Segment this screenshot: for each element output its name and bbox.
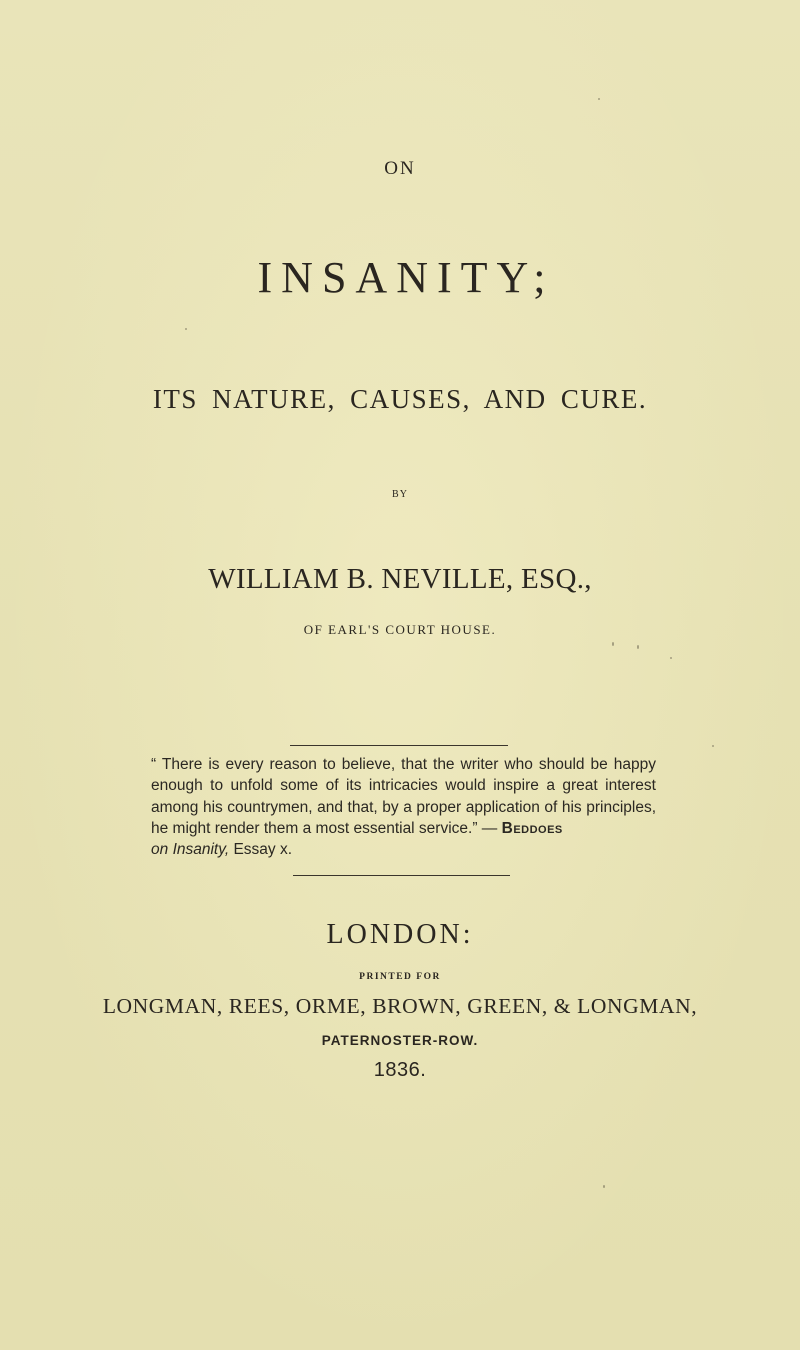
paper-speck [185,328,187,330]
divider-top [290,745,508,746]
paper-speck [670,657,672,659]
pre-title: ON [384,158,416,179]
paper-speck [612,642,614,646]
book-subtitle: ITS NATURE, CAUSES, AND CURE. [152,384,648,414]
imprint-year: 1836. [373,1059,427,1081]
imprint-street: PATERNOSTER-ROW. [321,1033,479,1048]
epigraph-essay: Essay x. [233,841,293,859]
imprint-printed-for: PRINTED FOR [359,972,441,982]
paper-speck [603,1185,605,1188]
divider-bottom [293,875,510,876]
by-line: BY [392,489,408,500]
author-name: WILLIAM B. NEVILLE, ESQ., [208,563,592,595]
epigraph-text: “ There is every reason to believe, that the writer who should be happy enough to unfold some of its intricacies would inspire a great interest among his countrymen, and that, by a proper application of his principles, he might render them a most essential service.” — [151,756,656,837]
imprint-publisher: LONGMAN, REES, ORME, BROWN, GREEN, & LONGMAN, [102,994,698,1018]
author-affiliation: OF EARL'S COURT HOUSE. [303,622,497,637]
book-title: INSANITY; [257,253,555,302]
paper-speck [637,645,639,649]
epigraph-work: Insanity, [172,841,230,859]
epigraph-author: Beddoes [501,819,563,837]
imprint-city: LONDON: [326,919,474,950]
epigraph-on: on [151,841,169,859]
paper-speck [712,745,714,747]
epigraph [151,754,656,860]
paper-speck [598,98,600,100]
